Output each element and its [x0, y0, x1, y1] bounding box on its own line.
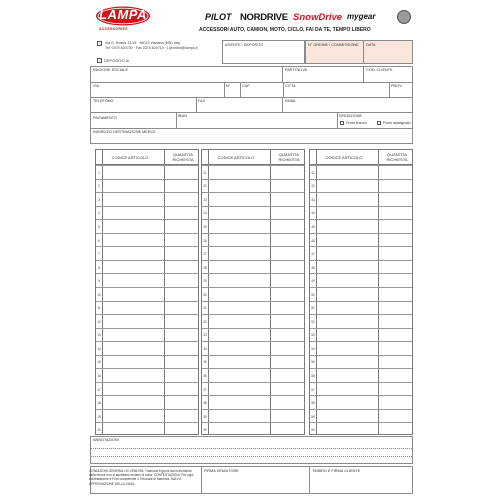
row-number: 5 — [98, 224, 100, 229]
row-number: 22 — [203, 184, 207, 189]
conditions-text: CONDIZIONI GENERALI DI VENDITA: Trascorsi 8 giorni dal ricevimento della merce non si accettano reclami di sorta. CONTESTAZIONI: Per ogni contestazione è Foro competente il Tribunale di Mantova. SALVO APPROVAZIONE DELLA CASA. — [89, 469, 194, 486]
row-number: 21 — [203, 170, 207, 175]
col-code-header: CODICE ARTICOLO — [325, 155, 363, 160]
annotazioni-label: ANNOTAZIONI — [93, 438, 119, 442]
table-row[interactable] — [310, 219, 412, 233]
table-row[interactable] — [96, 395, 198, 409]
ordine-label: N° ORDINE / COMMISSIONE — [308, 43, 359, 47]
row-number: 39 — [203, 414, 207, 419]
order-form — [87, 2, 417, 498]
row-number: 35 — [203, 360, 207, 365]
row-number: 34 — [203, 346, 207, 351]
table-row[interactable] — [202, 273, 304, 287]
nordrive-logo: NORDRIVE — [240, 12, 288, 23]
grid-line — [90, 82, 413, 83]
row-number: 43 — [311, 197, 315, 202]
col-code-header: CODICE ARTICOLO — [111, 155, 149, 160]
table-row[interactable] — [96, 206, 198, 220]
row-number: 36 — [203, 374, 207, 379]
table-row[interactable] — [202, 409, 304, 423]
indirizzo-destinazione-label: INDIRIZZO DESTINAZIONE MERCE — [93, 130, 156, 134]
grid-line — [389, 82, 390, 97]
table-row[interactable] — [202, 206, 304, 220]
table-row[interactable] — [202, 328, 304, 342]
row-number: 26 — [203, 238, 207, 243]
grid-line — [240, 82, 241, 97]
grid-line — [282, 97, 283, 112]
deposito-label: DEPOSITO di — [104, 58, 129, 63]
table-row[interactable] — [310, 192, 412, 206]
row-number: 57 — [311, 387, 315, 392]
table-row[interactable] — [310, 246, 412, 260]
grid-line — [283, 82, 284, 97]
agente-label: AGENTE / DEPOSITO — [225, 43, 264, 47]
articles-table-2 — [201, 149, 305, 435]
table-row[interactable] — [202, 395, 304, 409]
row-number: 14 — [97, 346, 101, 351]
table-row[interactable] — [96, 260, 198, 274]
row-number: 45 — [311, 224, 315, 229]
table-row[interactable] — [96, 219, 198, 233]
table-row[interactable] — [310, 206, 412, 220]
table-row[interactable] — [202, 422, 304, 436]
table-row[interactable] — [310, 233, 412, 247]
row-number: 33 — [203, 333, 207, 338]
lampa-logo-subtitle: ACCESSORIES — [99, 27, 128, 31]
firma-cliente-label: TIMBRO E FIRMA CLIENTE — [312, 469, 361, 473]
table-row[interactable] — [310, 179, 412, 193]
row-number: 8 — [98, 265, 100, 270]
cod-cliente-label: COD. CLIENTE — [366, 68, 393, 72]
table-row[interactable] — [96, 355, 198, 369]
row-number: 25 — [203, 224, 207, 229]
annotazioni-line — [90, 448, 412, 449]
snowdrive-logo: SnowDrive — [293, 12, 343, 23]
table-row[interactable] — [310, 422, 412, 436]
col-qty-header: QUANTITA RICHIESTA — [278, 152, 300, 162]
row-number: 40 — [203, 428, 207, 433]
row-number: 10 — [97, 292, 101, 297]
table-row[interactable] — [96, 287, 198, 301]
table-row[interactable] — [310, 395, 412, 409]
table-row[interactable] — [96, 314, 198, 328]
row-number: 30 — [203, 292, 207, 297]
cap-label: CAP — [242, 84, 250, 88]
numero-label: N° — [226, 84, 231, 88]
row-number: 12 — [97, 319, 101, 324]
annotazioni-line — [90, 456, 412, 457]
firma-venditore-label: FIRMA VENDITORE — [204, 469, 239, 473]
grid-line — [176, 112, 177, 128]
grid-line — [363, 66, 364, 82]
table-row[interactable] — [310, 301, 412, 315]
table-row[interactable] — [310, 165, 412, 179]
table-row[interactable] — [202, 301, 304, 315]
deposito-checkbox[interactable] — [97, 58, 102, 63]
tagline: ACCESSORI AUTO, CAMION, MOTO, CICLO, FAI DA TE, TEMPO LIBERO — [199, 27, 371, 33]
row-number: 53 — [311, 333, 315, 338]
table-row[interactable] — [202, 382, 304, 396]
lampa-logo-text: LAMPA — [99, 7, 147, 22]
row-number: 52 — [311, 319, 315, 324]
table-row[interactable] — [202, 219, 304, 233]
table-row[interactable] — [96, 273, 198, 287]
row-number: 55 — [311, 360, 315, 365]
address-checkbox[interactable] — [97, 41, 102, 46]
row-number: 51 — [311, 306, 315, 311]
grid-line — [282, 66, 283, 82]
row-number: 13 — [97, 333, 101, 338]
grid-line — [90, 97, 413, 98]
porto-assegnato-label: Porto assegnato — [383, 121, 411, 125]
address-line-2: Tel. 0375 820700 · Fax 0375 820710 · L@ordini@lampa.it — [105, 46, 198, 50]
row-number: 29 — [203, 279, 207, 284]
row-number: 9 — [98, 279, 100, 284]
table-row[interactable] — [310, 287, 412, 301]
table-row[interactable] — [96, 368, 198, 382]
table-row[interactable] — [310, 341, 412, 355]
row-number: 16 — [97, 374, 101, 379]
row-number: 19 — [97, 414, 101, 419]
grid-line — [90, 128, 413, 129]
table-row[interactable] — [310, 273, 412, 287]
row-number: 28 — [203, 265, 207, 270]
table-row[interactable] — [202, 287, 304, 301]
row-number: 27 — [203, 252, 207, 257]
col-code-header: CODICE ARTICOLO — [217, 155, 255, 160]
row-number: 31 — [203, 306, 207, 311]
pagamento-label: PAGAMENTO — [93, 116, 117, 120]
col-qty-header: QUANTITA RICHIESTA — [172, 152, 194, 162]
table-row[interactable] — [202, 246, 304, 260]
table-row[interactable] — [96, 301, 198, 315]
row-number: 50 — [311, 292, 315, 297]
prov-label: PROV. — [391, 84, 403, 88]
row-number: 6 — [98, 238, 100, 243]
table-row[interactable] — [310, 382, 412, 396]
porto-franco-label: Porto franco — [346, 121, 367, 125]
table-row[interactable] — [96, 233, 198, 247]
row-number: 58 — [311, 401, 315, 406]
row-number: 46 — [311, 238, 315, 243]
row-number: 41 — [311, 170, 315, 175]
porto-franco-checkbox[interactable] — [340, 121, 344, 125]
table-row[interactable] — [96, 422, 198, 436]
table-row[interactable] — [96, 165, 198, 179]
row-number: 32 — [203, 319, 207, 324]
table-row[interactable] — [96, 382, 198, 396]
address-line-1: Via G. Rossa 13-15 · 46019 Viadana (MN) Italy — [105, 41, 181, 45]
citta-label: CITTA — [285, 84, 296, 88]
table-row[interactable] — [202, 165, 304, 179]
table-row[interactable] — [96, 409, 198, 423]
row-number: 48 — [311, 265, 315, 270]
row-number: 59 — [311, 414, 315, 419]
mygear-logo: mygear — [347, 12, 376, 21]
row-number: 49 — [311, 279, 315, 284]
row-number: 56 — [311, 374, 315, 379]
row-number: 38 — [203, 401, 207, 406]
articles-table-1 — [95, 149, 199, 435]
table-row[interactable] — [202, 368, 304, 382]
row-number: 54 — [311, 346, 315, 351]
table-row[interactable] — [202, 341, 304, 355]
table-row[interactable] — [202, 233, 304, 247]
footer-divider — [309, 466, 310, 494]
row-number: 4 — [98, 211, 100, 216]
row-number: 44 — [311, 211, 315, 216]
row-number: 37 — [203, 387, 207, 392]
footer-divider — [201, 466, 202, 494]
lampa-logo — [95, 6, 151, 28]
grid-line — [337, 112, 338, 128]
annotazioni-box[interactable] — [90, 436, 413, 464]
table-row[interactable] — [96, 246, 198, 260]
telefono-label: TELEFONO — [93, 99, 114, 103]
spedizione-label: SPEDIZIONE — [339, 114, 362, 118]
col-qty-header: QUANTITA RICHIESTA — [386, 152, 408, 162]
via-label: VIA — [93, 84, 100, 88]
pilot-logo: PILOT — [205, 12, 232, 22]
table-row[interactable] — [96, 179, 198, 193]
company-address — [105, 41, 198, 51]
table-row[interactable] — [310, 328, 412, 342]
row-number: 7 — [98, 252, 100, 257]
table-row[interactable] — [96, 192, 198, 206]
articles-table-3 — [309, 149, 413, 435]
table-row[interactable] — [202, 179, 304, 193]
table-row[interactable] — [310, 355, 412, 369]
grid-line — [224, 82, 225, 97]
row-number: 60 — [311, 428, 315, 433]
row-number: 11 — [97, 306, 101, 311]
row-number: 2 — [98, 184, 100, 189]
row-number: 24 — [203, 211, 207, 216]
table-row[interactable] — [202, 260, 304, 274]
table-row[interactable] — [310, 368, 412, 382]
round-brand-logo — [397, 10, 411, 24]
table-row[interactable] — [310, 409, 412, 423]
row-number: 3 — [98, 197, 100, 202]
ordine-divider — [363, 40, 364, 64]
email-label: EMAIL — [285, 99, 297, 103]
ragione-sociale-label: RAGIONE SOCIALE — [93, 68, 129, 72]
grid-line — [90, 112, 413, 113]
row-number: 42 — [311, 184, 315, 189]
table-row[interactable] — [202, 192, 304, 206]
table-row[interactable] — [310, 260, 412, 274]
data-label: DATA — [366, 43, 376, 47]
fax-label: FAX — [198, 99, 206, 103]
row-number: 17 — [97, 387, 101, 392]
row-number: 23 — [203, 197, 207, 202]
row-number: 47 — [311, 252, 315, 257]
table-row[interactable] — [310, 314, 412, 328]
row-number: 1 — [98, 170, 100, 175]
row-number: 20 — [97, 428, 101, 433]
partita-iva-label: PARTITA IVA — [285, 68, 308, 72]
table-row[interactable] — [96, 341, 198, 355]
row-number: 18 — [97, 401, 101, 406]
table-row[interactable] — [202, 314, 304, 328]
table-row[interactable] — [96, 328, 198, 342]
row-number: 15 — [97, 360, 101, 365]
iban-label: IBAN — [178, 114, 187, 118]
porto-assegnato-checkbox[interactable] — [377, 121, 381, 125]
grid-line — [196, 97, 197, 112]
table-row[interactable] — [202, 355, 304, 369]
